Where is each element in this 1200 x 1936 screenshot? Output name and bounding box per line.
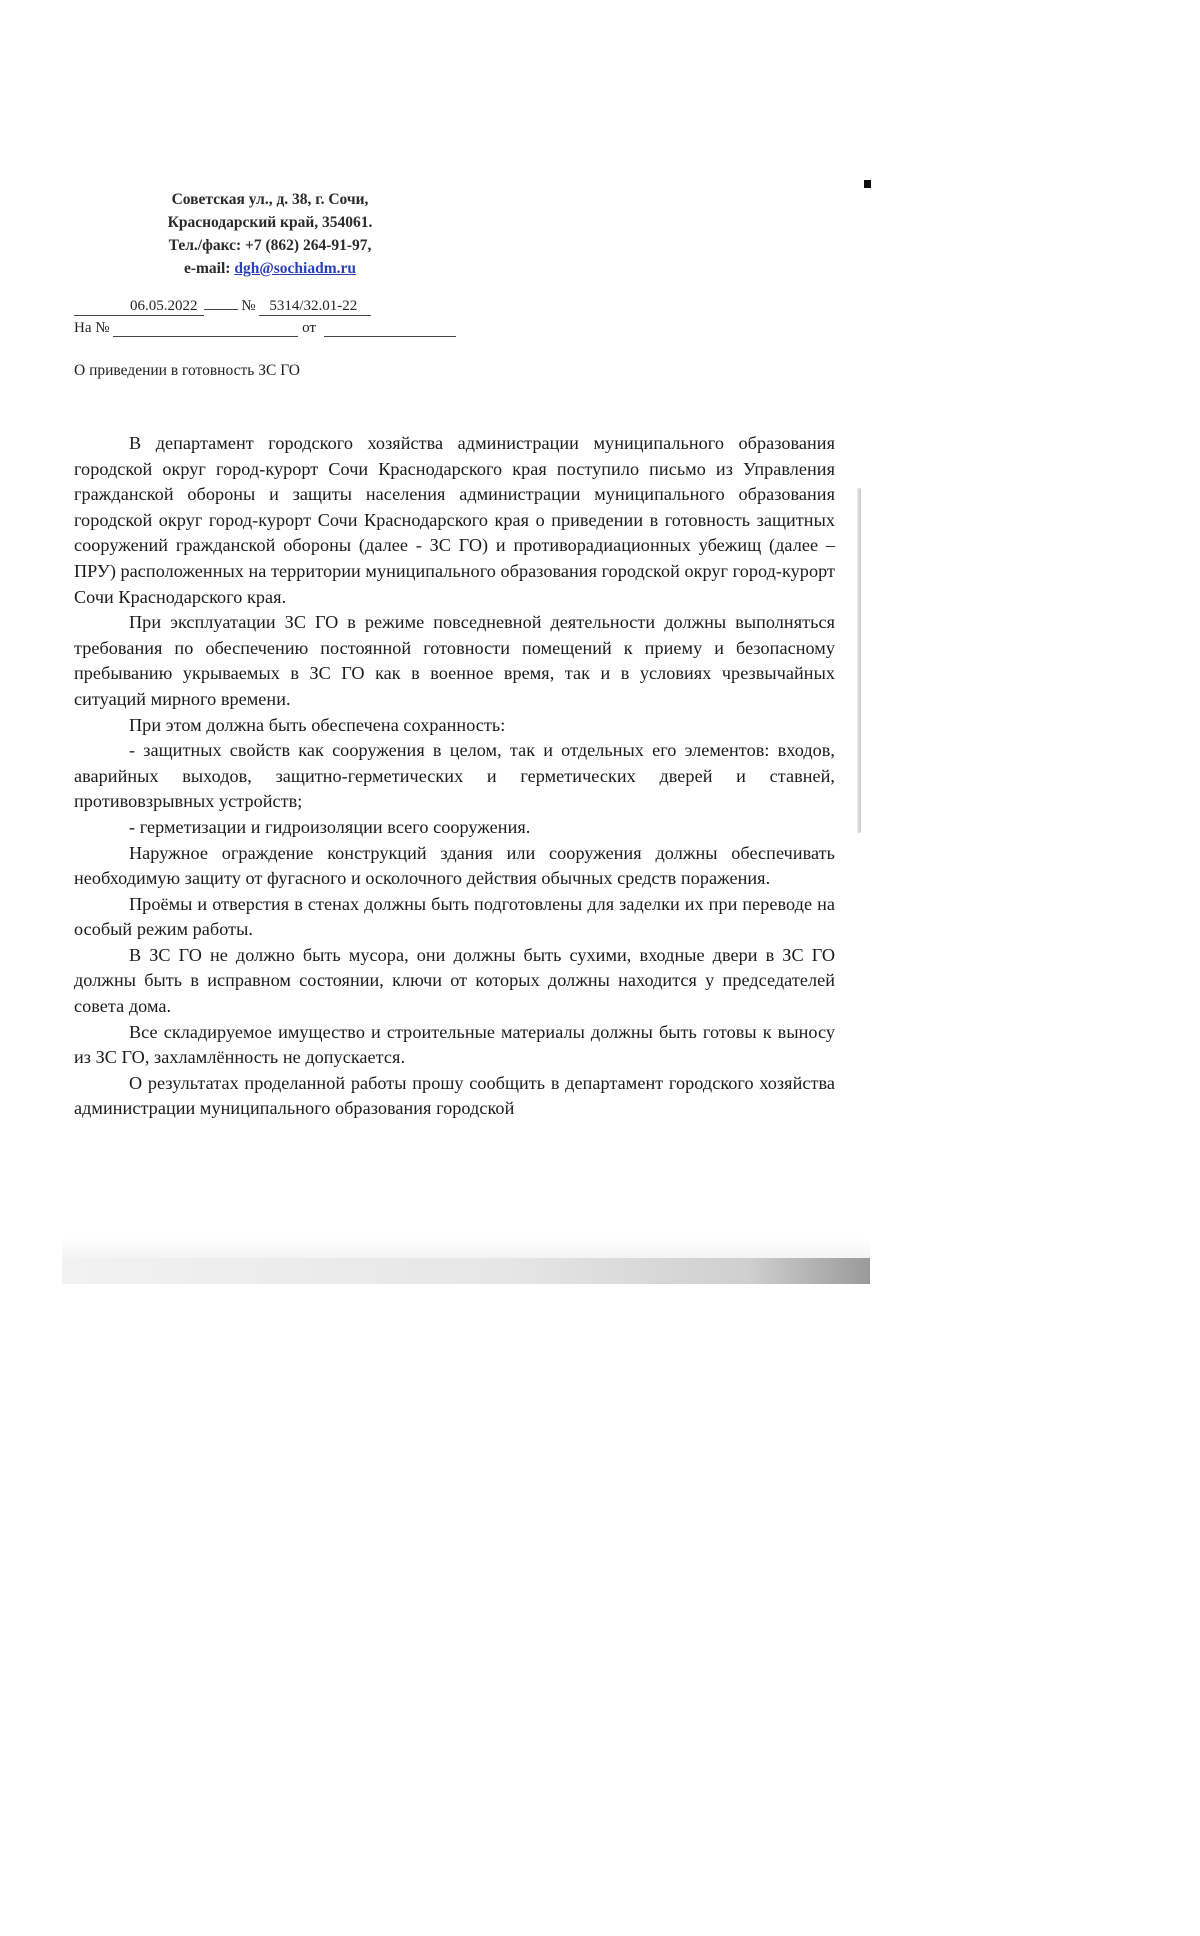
outgoing-reference-line xyxy=(74,298,371,316)
paragraph: В ЗС ГО не должно быть мусора, они должны быть сухими, входные двери в ЗС ГО должны быть в исправном состоянии, ключи от которых должны находится у председателей совета дома. xyxy=(74,944,835,1017)
page-edge-fade xyxy=(62,1238,870,1260)
email-link[interactable]: dgh@sochiadm.ru xyxy=(234,260,356,277)
email-label: e-mail: xyxy=(183,260,231,277)
ot-label: от xyxy=(302,320,316,336)
number-sign: № xyxy=(241,298,256,314)
sender-address-block xyxy=(130,188,410,280)
paragraph: Все складируемое имущество и строительные материалы должны быть готовы к выносу из ЗС ГО, захламлённость не допускается. xyxy=(74,1021,835,1068)
letter-subject: О приведении в готовность ЗС ГО xyxy=(74,362,300,379)
paragraph: О результатах проделанной работы прошу сообщить в департамент городского хозяйства администрации муниципального образования городской xyxy=(74,1072,835,1119)
scroll-indicator xyxy=(857,488,861,833)
email-line xyxy=(130,257,410,280)
page-bottom-edge xyxy=(62,1258,870,1284)
incoming-reference-line xyxy=(74,320,456,337)
phone-line: Тел./факс: +7 (862) 264-91-97, xyxy=(168,237,372,254)
date-underline xyxy=(204,309,238,310)
outgoing-date: 06.05.2022 xyxy=(74,298,204,316)
paragraph: - герметизации и гидроизоляции всего сооружения. xyxy=(129,816,531,837)
paragraph: - защитных свойств как сооружения в целом, так и отдельных его элементов: входов, аварийных выходов, защитно-герметических и герметических дверей и ставней, противовзрывных устройств; xyxy=(74,740,835,812)
ot-date-blank xyxy=(324,322,456,337)
corner-mark xyxy=(864,180,871,188)
paragraph: Проёмы и отверстия в стенах должны быть подготовлены для заделки их при переводе на особый режим работы. xyxy=(74,893,835,940)
na-label: На № xyxy=(74,320,110,336)
paragraph: Наружное ограждение конструкций здания или сооружения должны обеспечивать необходимую защиту от фугасного и осколочного действия обычных средств поражения. xyxy=(74,842,835,889)
address-line-2: Краснодарский край, 354061. xyxy=(167,214,373,231)
letter-body xyxy=(74,431,835,1122)
na-number-blank xyxy=(113,322,298,337)
address-line-1: Советская ул., д. 38, г. Сочи, xyxy=(171,191,369,208)
outgoing-number: 5314/32.01-22 xyxy=(259,298,371,316)
paragraph: При эксплуатации ЗС ГО в режиме повседневной деятельности должны выполняться требования по обеспечению постоянной готовности помещений к приему и безопасному пребыванию укрываемых в ЗС ГО как в военное время, так и в условиях чрезвычайных ситуаций мирного времени. xyxy=(74,612,835,709)
paragraph: При этом должна быть обеспечена сохранность: xyxy=(129,714,506,735)
paragraph: В департамент городского хозяйства администрации муниципального образования городской округ город-курорт Сочи Краснодарского края поступило письмо из Управления гражданской обороны и защиты населения администрации муниципального образования городской округ город-курорт Сочи Краснодарского края о приведении в готовность защитных сооружений гражданской обороны (далее - ЗС ГО) и противорадиационных убежищ (далее – ПРУ) расположенных на территории муниципального образования городской округ город-курорт Сочи Краснодарского края. xyxy=(74,433,835,607)
